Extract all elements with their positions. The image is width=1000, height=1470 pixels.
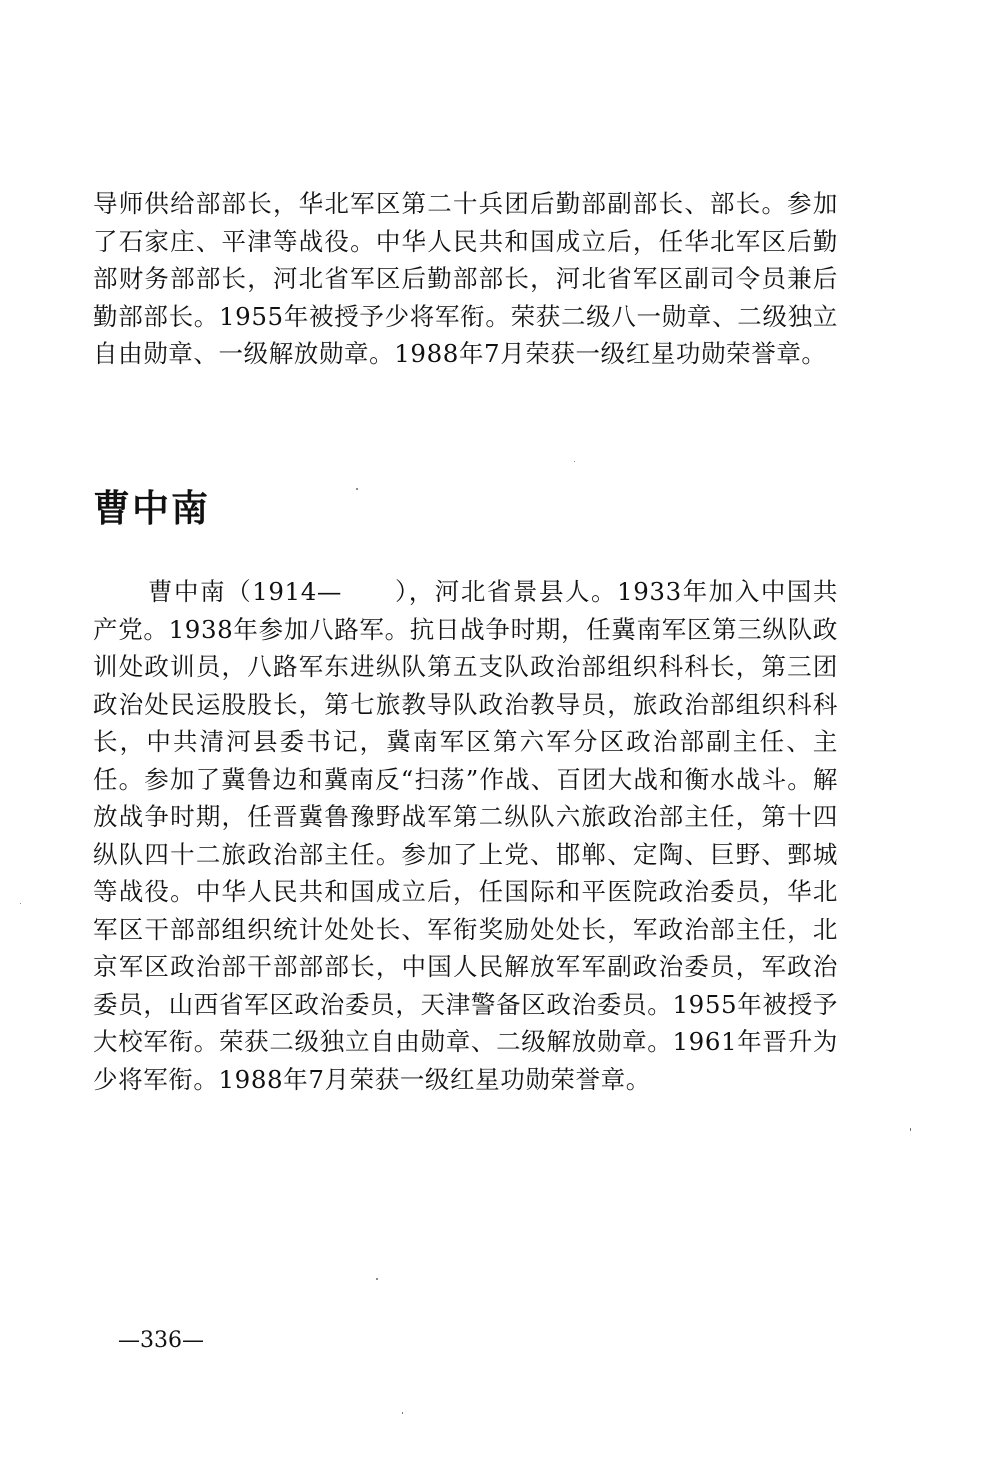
scan-speck (376, 1278, 378, 1280)
scan-speck (402, 1412, 403, 1414)
scan-speck (910, 1128, 911, 1131)
scan-speck (20, 903, 21, 904)
carryover-paragraph-block (93, 185, 838, 373)
entry-title: 曹中南 (93, 487, 210, 530)
entry-paragraph: 曹中南（1914— ），河北省景县人。1933年加入中国共产党。1938年参加八路军。抗日战争时期，任冀南军区第三纵队政训处政训员，八路军东进纵队第五支队政治部组织科科长，第三团政治处民运股股长，第七旅教导队政治教导员，旅政治部组织科科长，中共清河县委书记，冀南军区第六军分区政治部副主任、主任。参加了冀鲁边和冀南反“扫荡”作战、百团大战和衡水战斗。解放战争时期，任晋冀鲁豫野战军第二纵队六旅政治部主任，第十四纵队四十二旅政治部主任。参加了上党、邯郸、定陶、巨野、鄄城等战役。中华人民共和国成立后，任国际和平医院政治委员，华北军区干部部组织统计处处长、军衔奖励处处长，军政治部主任，北京军区政治部干部部部长，中国人民解放军军副政治委员，军政治委员，山西省军区政治委员，天津警备区政治委员。1955年被授予大校军衔。荣获二级独立自由勋章、二级解放勋章。1961年晋升为少将军衔。1988年7月荣获一级红星功勋荣誉章。 (93, 577, 838, 1094)
scan-speck (356, 488, 358, 490)
page-number: —336— (118, 1328, 204, 1353)
scan-speck (574, 461, 575, 462)
entry-paragraph-block (93, 573, 838, 1098)
carryover-paragraph: 导师供给部部长，华北军区第二十兵团后勤部副部长、部长。参加了石家庄、平津等战役。中华人民共和国成立后，任华北军区后勤部财务部部长，河北省军区后勤部部长，河北省军区副司令员兼后勤部部长。1955年被授予少将军衔。荣获二级八一勋章、二级独立自由勋章、一级解放勋章。1988年7月荣获一级红星功勋荣誉章。 (93, 189, 838, 368)
